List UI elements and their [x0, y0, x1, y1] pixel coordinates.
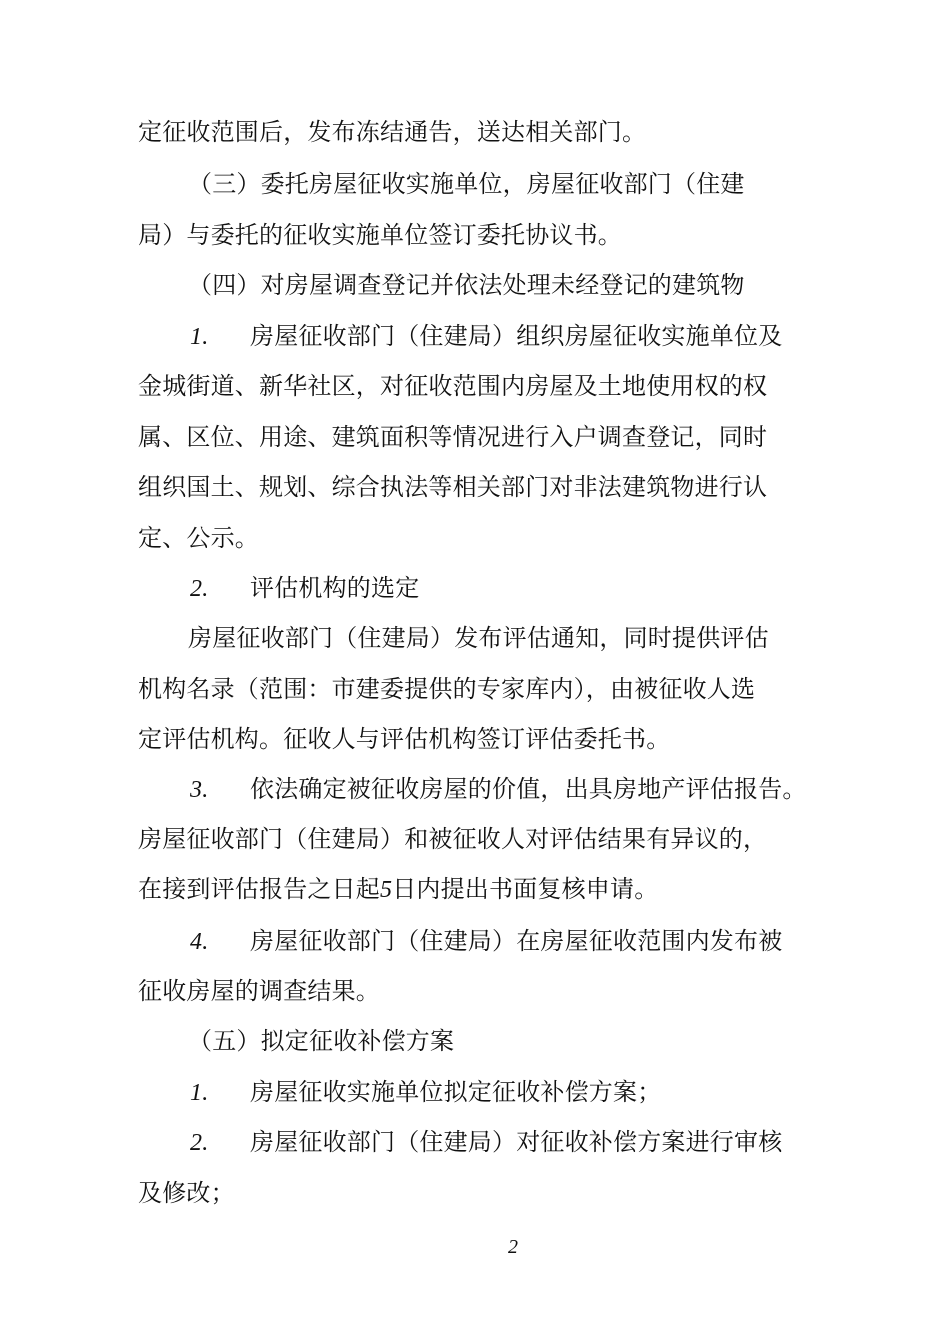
paragraph-line: 组织国土、规划、综合执法等相关部门对非法建筑物进行认: [138, 473, 768, 501]
paragraph-line: 属、区位、用途、建筑面积等情况进行入户调查登记，同时: [138, 423, 768, 451]
item-text: 房屋征收部门（住建局）组织房屋征收实施单位及: [250, 322, 783, 350]
paragraph-line: 定、公示。: [138, 524, 259, 552]
paragraph-line: 金城街道、新华社区，对征收范围内房屋及土地使用权的权: [138, 372, 768, 400]
item-text: 房屋征收部门（住建局）在房屋征收范围内发布被: [250, 927, 783, 955]
item-number: 4.: [190, 929, 209, 955]
section-heading-5: （五）拟定征收补偿方案: [188, 1027, 455, 1055]
item-text: 房屋征收实施单位拟定征收补偿方案；: [250, 1078, 662, 1106]
text-segment: 日内提出书面复核申请。: [392, 875, 659, 903]
item-number: 1.: [190, 1080, 209, 1106]
page-number: 2: [508, 1236, 518, 1258]
paragraph-line: 机构名录（范围：市建委提供的专家库内），由被征收人选: [138, 675, 756, 703]
list-item-3: [190, 773, 807, 806]
paragraph-line: [138, 873, 658, 906]
item-text: 依法确定被征收房屋的价值，出具房地产评估报告。: [250, 775, 807, 803]
paragraph-line: 及修改；: [138, 1179, 235, 1207]
item-number: 1.: [190, 324, 209, 350]
text-segment: 在接到评估报告之日起: [138, 875, 380, 903]
list-item-1: [190, 320, 782, 353]
item-text: 房屋征收部门（住建局）对征收补偿方案进行审核: [250, 1128, 783, 1156]
item-text: 评估机构的选定: [250, 574, 420, 602]
section-heading-4: （四）对房屋调查登记并依法处理未经登记的建筑物: [188, 271, 745, 299]
paragraph-line: 定征收范围后，发布冻结通告，送达相关部门。: [138, 118, 647, 146]
item-number: 3.: [190, 777, 209, 803]
item-number: 2.: [190, 576, 209, 602]
section-heading-3: （三）委托房屋征收实施单位，房屋征收部门（住建: [188, 170, 745, 198]
paragraph-line: 房屋征收部门（住建局）发布评估通知，同时提供评估: [188, 624, 769, 652]
list-item-1: [190, 1076, 661, 1109]
item-number: 2.: [190, 1130, 209, 1156]
paragraph-line: 定评估机构。征收人与评估机构签订评估委托书。: [138, 725, 671, 753]
list-item-2: [190, 572, 419, 605]
list-item-2: [190, 1126, 782, 1159]
paragraph-line: 局）与委托的征收实施单位签订委托协议书。: [138, 221, 622, 249]
paragraph-line: 征收房屋的调查结果。: [138, 977, 380, 1005]
days-number: 5: [380, 877, 393, 903]
list-item-4: [190, 925, 782, 958]
paragraph-line: 房屋征收部门（住建局）和被征收人对评估结果有异议的，: [138, 825, 768, 853]
